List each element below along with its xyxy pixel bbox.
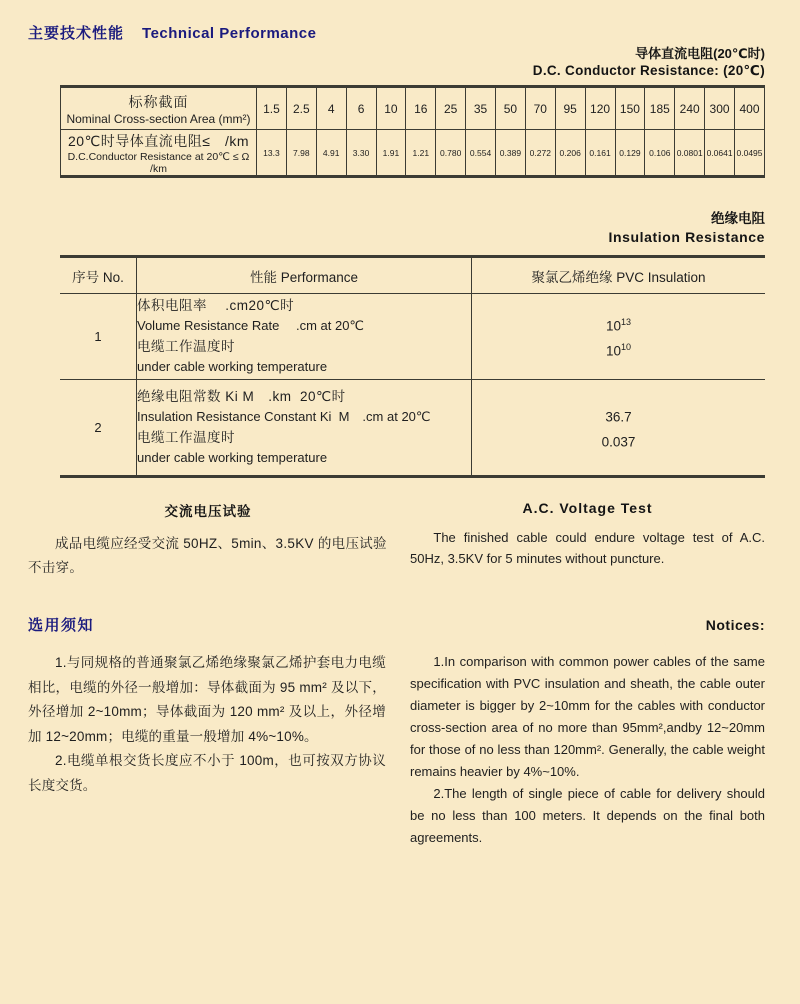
col-header-performance: 性能 Performance	[137, 257, 472, 294]
notices-zh-paragraph-1: 1.与同规格的普通聚氯乙烯绝缘聚氯乙烯护套电力电缆相比，电缆的外径一般增加：导体截面为 95 mm² 及以下，外径增加 2~10mm；导体截面为 120 mm² 及以上，外径增加 12~20mm；电缆的重量一般增加 4%~10%。	[28, 655, 386, 744]
notices-heading-en: Notices:	[705, 617, 765, 633]
ac-voltage-test-section	[0, 500, 800, 580]
notices-zh-paragraph-2: 2.电缆单根交货长度应不小于 100m，也可按双方协议长度交货。	[28, 753, 386, 793]
area-cell: 1.5	[257, 87, 287, 130]
dc-area-label-en: Nominal Cross-section Area (mm²)	[66, 111, 251, 126]
area-cell: 95	[555, 87, 585, 130]
resistance-cell: 0.129	[615, 130, 645, 177]
performance-cell	[137, 294, 472, 380]
notices-heading-row	[28, 614, 765, 635]
notices-en-column	[400, 651, 800, 849]
insulation-row-1	[60, 294, 765, 380]
area-cell: 25	[436, 87, 466, 130]
performance-line: 绝缘电阻常数 Ki M .km 20℃时	[137, 388, 346, 404]
ac-test-heading-en: A.C. Voltage Test	[522, 500, 653, 516]
notices-heading-zh: 选用须知	[28, 617, 95, 634]
performance-line: 体积电阻率 .cm20℃时	[137, 297, 295, 313]
resistance-cell: 0.206	[555, 130, 585, 177]
area-cell: 150	[615, 87, 645, 130]
performance-line: Volume Resistance Rate .cm at 20℃	[137, 318, 365, 333]
col-header-no: 序号 No.	[60, 257, 137, 294]
dc-resistance-table	[60, 85, 765, 178]
ac-test-paragraph-zh: 成品电缆应经受交流 50HZ、5min、3.5KV 的电压试验不击穿。	[28, 536, 387, 575]
insulation-header-row	[60, 257, 765, 294]
performance-line: under cable working temperature	[137, 359, 328, 374]
page-title-en: Technical Performance	[142, 25, 317, 42]
notices-en-paragraph-1: 1.In comparison with common power cables of the same specification with PVC insulation and sheath, the cable outer diameter is bigger by 2~10mm for the cables with conductor cross-section area of no more than 95mm²,andby 12~20mm for those of no less than 120mm². Generally, the cable weight remains heavier by 4%~10%.	[410, 654, 765, 779]
area-cell: 6	[346, 87, 376, 130]
area-cell: 16	[406, 87, 436, 130]
area-cell: 35	[466, 87, 496, 130]
pvc-value: 0.037	[601, 434, 636, 449]
pvc-value: $10^{10}$	[605, 341, 632, 358]
dc-resistance-label-en: D.C.Conductor Resistance at 20℃ ≤ Ω /km	[67, 150, 250, 175]
area-cell: 185	[645, 87, 675, 130]
dc-table-value-row	[61, 130, 765, 177]
resistance-cell: 4.91	[316, 130, 346, 177]
ac-test-paragraph-en: The finished cable could endure voltage test of A.C. 50Hz, 3.5KV for 5 minutes without puncture.	[410, 530, 765, 566]
notices-zh-column	[0, 651, 400, 849]
performance-line: 电缆工作温度时	[137, 338, 235, 354]
pvc-value-cell	[472, 380, 766, 477]
dc-resistance-label-cell	[61, 130, 257, 177]
area-cell: 2.5	[286, 87, 316, 130]
notices-en-paragraph-2: 2.The length of single piece of cable for delivery should be no less than 100 meters. It depends on the final both agreements.	[410, 786, 765, 845]
row-no: 2	[60, 380, 137, 477]
ac-test-zh-column	[0, 500, 400, 580]
area-cell: 400	[735, 87, 765, 130]
resistance-cell: 0.0495	[735, 130, 765, 177]
insulation-heading	[0, 210, 765, 246]
area-cell: 4	[316, 87, 346, 130]
resistance-cell: 0.161	[585, 130, 615, 177]
area-cell: 240	[675, 87, 705, 130]
area-cell: 300	[705, 87, 735, 130]
dc-resistance-heading-en: D.C. Conductor Resistance: (20℃)	[532, 63, 765, 78]
col-header-pvc: 聚氯乙烯绝缘 PVC Insulation	[531, 269, 706, 285]
dc-resistance-heading	[28, 45, 765, 79]
resistance-cell: 1.21	[406, 130, 436, 177]
performance-line: 电缆工作温度时	[137, 429, 235, 445]
page-header	[0, 0, 800, 79]
area-cell: 70	[525, 87, 555, 130]
row-no: 1	[60, 294, 137, 380]
dc-resistance-label-zh: 20℃时导体直流电阻≤ /km	[67, 132, 250, 149]
pvc-value-cell	[472, 294, 766, 380]
performance-line: under cable working temperature	[137, 450, 328, 465]
insulation-heading-en: Insulation Resistance	[608, 229, 765, 245]
area-cell: 50	[496, 87, 526, 130]
dc-table-header-row	[61, 87, 765, 130]
ac-test-heading-zh: 交流电压试验	[164, 504, 252, 519]
page-title-zh: 主要技术性能	[28, 25, 125, 42]
insulation-row-2	[60, 380, 765, 477]
area-cell: 120	[585, 87, 615, 130]
resistance-cell: 0.554	[466, 130, 496, 177]
resistance-cell: 0.780	[436, 130, 466, 177]
notices-body	[0, 651, 800, 849]
pvc-value: $10^{13}$	[605, 317, 632, 334]
resistance-cell: 0.389	[496, 130, 526, 177]
resistance-cell: 0.106	[645, 130, 675, 177]
dc-area-label-cell	[61, 87, 257, 130]
dc-resistance-heading-zh: 导体直流电阻(20℃时)	[635, 46, 765, 61]
area-cell: 10	[376, 87, 406, 130]
resistance-cell: 13.3	[257, 130, 287, 177]
dc-area-label-zh: 标称截面	[128, 93, 189, 110]
resistance-cell: 0.272	[525, 130, 555, 177]
resistance-cell: 0.0641	[705, 130, 735, 177]
performance-line: Insulation Resistance Constant Ki M .cm at 20℃	[137, 409, 431, 424]
section-title	[28, 22, 765, 43]
insulation-heading-zh: 绝缘电阻	[711, 211, 765, 226]
insulation-table	[60, 255, 765, 478]
resistance-cell: 1.91	[376, 130, 406, 177]
resistance-cell: 0.0801	[675, 130, 705, 177]
performance-cell	[137, 380, 472, 477]
pvc-value: 36.7	[605, 409, 632, 425]
resistance-cell: 7.98	[286, 130, 316, 177]
resistance-cell: 3.30	[346, 130, 376, 177]
ac-test-en-column	[400, 500, 800, 580]
